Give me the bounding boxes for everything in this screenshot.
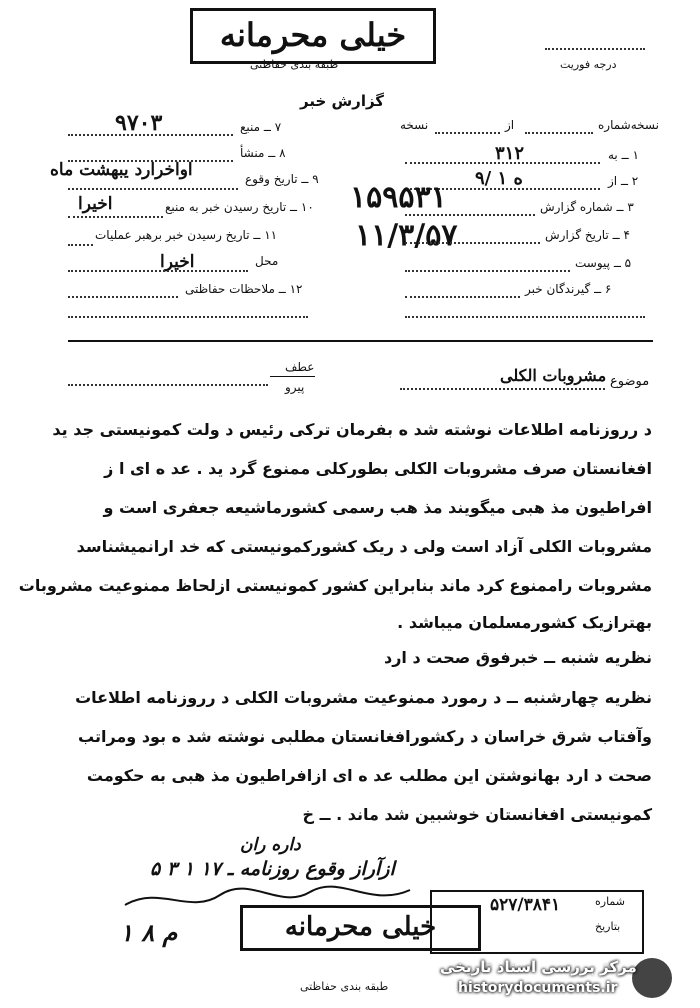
received-by-leader-label: ۱۱ ــ تاریخ رسیدن خبر برهبر عملیات	[95, 228, 278, 242]
body-line-3: افراطیون مذ هبی میگویند مذ هب رسمی کشورماشیعه جعفری است و	[103, 498, 652, 517]
attachment-label: ۵ ــ پیوست	[575, 256, 632, 270]
report-number-label: ۳ ــ شماره گزارش	[540, 200, 634, 214]
from-value: ۹/ ه ۱	[475, 168, 523, 189]
priority-label: درجه فوریت	[560, 58, 617, 71]
report-title: گزارش خبر	[300, 92, 385, 110]
opinion-2-line-4: کمونیستی افغانستان خوشبین شد ماند . ــ خ	[302, 805, 652, 824]
classification-stamp: خیلی محرمانه	[190, 8, 436, 64]
copy-label: نسخه	[400, 118, 429, 132]
body-line-6: بهترازیک کشورمسلمان میباشد .	[397, 613, 652, 632]
watermark-url: historydocuments.ir	[458, 980, 618, 996]
occurrence-date-label: ۹ ــ تاریخ وقوع	[245, 172, 319, 186]
footer-number-value: ۵۲۷/۳۸۴۱	[490, 895, 561, 915]
copy-number-label: نسخه‌شماره	[598, 118, 659, 132]
opinion-2-line-1: نظریه چهارشنبه ــ د رمورد ممنوعیت مشروبات الکلی د رروزنامه اطلاعات	[75, 688, 652, 707]
report-date-label: ۴ ــ تاریخ گزارش	[545, 228, 630, 242]
opinion-2-line-3: صحت د ارد بهانوشتن این مطلب عد ه ای ازافراطیون مذ هبی به حکومت	[86, 766, 652, 785]
subject-value: مشروبات الکلی	[500, 366, 607, 385]
copy-from-label: از	[505, 118, 515, 132]
subject-label: موضوع	[610, 374, 650, 389]
recipients-label: ۶ ــ گیرندگان خبر	[525, 282, 612, 296]
body-line-1: د رروزنامه اطلاعات نوشته شد ه بفرمان ترکی رئیس د ولت کمونیستی جد ید	[52, 420, 652, 439]
to-label: ۱ ــ به	[608, 148, 639, 162]
body-line-5: مشروبات راممنوع کرد ماند بنابراین کشور کمونیستی ازلحاظ ممنوعیت مشروبات	[18, 576, 652, 595]
opinion-1: نظریه شنبه ــ خبرفوق صحت د ارد	[384, 648, 652, 667]
location-value: اخیرا	[160, 252, 195, 272]
footer-date-label: بتاریخ	[595, 920, 621, 933]
origin-label: ۸ ــ منشأ	[240, 146, 286, 160]
footer-classification-stamp: خیلی محرمانه	[240, 905, 481, 951]
report-number-value: ۱۵۹۵۳۱	[350, 180, 447, 215]
body-line-4: مشروبات الکلی آزاد است ولی د ریک کشورکمونیستی که خد ارانمیشناسد	[76, 537, 652, 556]
occurrence-date-value: اواخرارد یبهشت ماه	[50, 160, 193, 180]
classification-caption: طبقه بندی حفاظتی	[250, 58, 339, 71]
body-line-2: افغانستان صرف مشروبات الکلی بطورکلی ممنوع گرد ید . عد ه ای ا ز	[104, 459, 652, 478]
watermark-logo-icon	[632, 958, 672, 998]
from-label: ۲ ــ از	[608, 174, 639, 188]
footer-number-label: شماره	[595, 895, 626, 908]
peyro-label: پیرو	[285, 380, 305, 394]
handwritten-note-3: م ۸ ۱	[120, 918, 178, 947]
security-notes-label: ۱۲ ــ ملاحظات حفاظتی	[185, 282, 303, 296]
watermark-text: مرکز بررسی اسناد تاریخی	[440, 958, 637, 976]
received-by-source-label: ۱۰ ــ تاریخ رسیدن خبر به منبع	[165, 200, 314, 214]
source-label: ۷ ــ منبع	[240, 120, 282, 134]
received-by-source-value: اخیرا	[78, 194, 113, 214]
handwritten-note-2: ازآراز وقوع روزنامه ـ ۱۷ ۱ ۳ ۵	[150, 858, 395, 880]
source-value: ۹۷۰۳	[115, 110, 163, 136]
footer-classification-caption: طبقه بندی حفاظتی	[300, 980, 389, 993]
report-date-value: ۱۱/۳/۵۷	[355, 218, 458, 253]
to-value: ۳۱۲	[495, 143, 525, 164]
handwritten-note-1: داره ران	[240, 835, 301, 855]
opinion-2-line-2: وآفتاب شرق خراسان د رکشورافغانستان مطلبی نوشته شد ه بود ومراتب	[78, 727, 652, 746]
atf-label: عطف	[285, 360, 315, 374]
location-label: محل	[255, 254, 279, 268]
